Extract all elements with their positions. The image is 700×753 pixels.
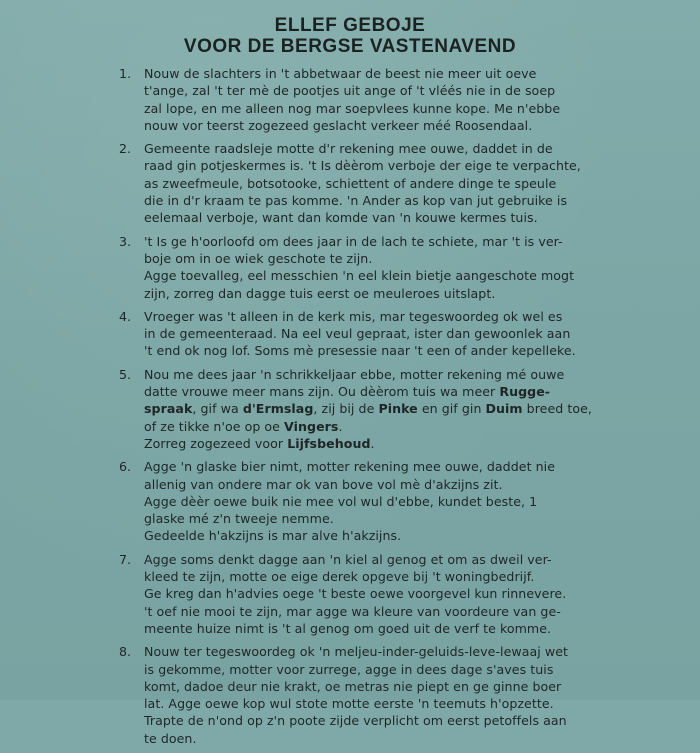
text-segment: Nou me dees jaar 'n schrikkeljaar ebbe, motter rekening mé ouwe (144, 366, 565, 382)
bold-term: Lijfsbehoud (287, 435, 371, 451)
rule-line (144, 476, 655, 493)
rule-line (144, 65, 655, 82)
bold-term: Rugge- (499, 384, 551, 400)
rule-line (144, 695, 655, 712)
rule-line (144, 250, 655, 267)
rule-line (144, 82, 655, 99)
text-segment: meente huize nimt is 't al genog om goed uit de verf te komme. (144, 620, 552, 636)
rule-line (144, 325, 655, 342)
rule-line (144, 117, 655, 134)
text-segment: allenig van ondere mar ok van bove vol mè d'akzijns zit. (144, 476, 503, 492)
text-segment: , gif wa (192, 401, 243, 417)
text-segment: is gekomme, motter voor zurrege, agge in dees dage s'aves tuis (144, 661, 554, 677)
text-segment: t'ange, zal 't ter mè de pootjes uit ange of 't vléés nie in de soep (144, 83, 556, 99)
rule-line (144, 603, 655, 620)
text-segment: 't oef nie mooi te zijn, mar agge wa kleure van voordeure van ge- (144, 603, 561, 619)
text-segment: Agge toevalleg, eel messchien 'n eel klein bietje aangeschote mogt (144, 268, 575, 284)
rule-line (144, 100, 655, 117)
rule-number: 4. (119, 308, 132, 324)
rule-line (144, 267, 655, 284)
text-segment: Agge 'n glaske bier nimt, motter rekening mee ouwe, daddet nie (144, 459, 555, 475)
rule-line (144, 527, 655, 544)
rule-item-2 (119, 140, 655, 226)
text-segment: die in d'r kraam te pas komme. 'n Ander as kop van jut gebruike is (144, 193, 568, 209)
bold-term: Pinke (378, 401, 418, 417)
rule-item-3 (119, 233, 655, 302)
text-segment: 't Is ge h'oorloofd om dees jaar in de lach te schiete, mar 't is ver- (144, 233, 563, 249)
rule-number: 8. (119, 644, 132, 660)
text-segment: in de gemeenteraad. Na eel veul gepraat, ister dan gewoonlek aan (144, 326, 571, 342)
text-segment: glaske mé z'n tweeje nemme. (144, 511, 334, 527)
rule-number: 6. (119, 459, 132, 475)
rule-line (144, 493, 655, 510)
rule-number: 7. (119, 551, 132, 567)
rule-line (144, 233, 655, 250)
rule-line (144, 400, 655, 417)
rule-line (144, 366, 655, 383)
text-segment: raad gin potjeskermes is. 't Is dèèrom verboje der eige te verpachte, (144, 158, 581, 174)
text-segment: Nouw de slachters in 't abbetwaar de beest nie meer uit oeve (144, 66, 537, 81)
rule-line (144, 643, 655, 660)
rule-line (144, 661, 655, 678)
text-segment: Ge kreg dan h'advies oege 't beste oewe voorgevel kun rinnevere. (144, 586, 567, 602)
text-segment: Agge soms denkt dagge aan 'n kiel al genog et om as dweil ver- (144, 551, 552, 567)
rule-number: 2. (119, 141, 132, 157)
text-segment: eelemaal verboje, want dan komde van 'n kouwe kermes tuis. (144, 210, 538, 226)
text-segment: 't end ok nog lof. Soms mè presessie naar 't een of ander kepelleke. (144, 343, 576, 359)
rule-line (144, 192, 655, 209)
bold-term: spraak (144, 401, 193, 417)
rule-line (144, 175, 655, 192)
rule-line (144, 285, 655, 302)
text-segment: . (370, 435, 375, 451)
document-title: ELLEF GEBOJE (274, 15, 426, 36)
text-segment: nouw vor teerst zogezeed geslacht verkeer méé Roosendaal. (144, 117, 533, 133)
rule-line (144, 342, 655, 359)
rule-line (144, 383, 655, 400)
rule-line (144, 585, 655, 602)
text-segment: Gedeelde h'akzijns is mar alve h'akzijns. (144, 528, 402, 544)
bold-term: Vingers (284, 418, 339, 434)
text-segment: te doen. (144, 730, 197, 746)
text-segment: Trapte de n'ond op z'n poote zijde verplicht om eerst petoffels aan (144, 713, 567, 729)
text-segment: Zorreg zogezeed voor (144, 435, 288, 451)
text-segment: boje om in oe wiek geschote te zijn. (144, 250, 373, 266)
text-segment: . (338, 418, 343, 434)
rule-line (144, 435, 655, 452)
text-segment: Agge dèèr oewe buik nie mee vol wul d'ebbe, kundet beste, 1 (144, 493, 538, 509)
rule-line (144, 678, 655, 695)
text-segment: breed toe, (522, 401, 592, 417)
text-segment: en gif gin (417, 401, 486, 417)
text-segment: Vroeger was 't alleen in de kerk mis, mar tegeswoordeg ok wel es (144, 308, 563, 324)
rule-line (144, 568, 655, 585)
text-segment: datte vrouwe meer mans zijn. Ou dèèrom tuis wa meer (144, 384, 500, 400)
rule-line (144, 209, 655, 226)
rule-line (144, 140, 655, 157)
text-segment: komt, dadoe deur nie krakt, oe metras nie piept en ge ginne boer (144, 678, 562, 694)
text-segment: kleed te zijn, motte oe eige derek opgeve bij 't woningbedrijf. (144, 569, 535, 585)
bold-term: d'Ermslag (242, 401, 314, 417)
rule-number: 5. (119, 366, 132, 382)
rule-item-1 (119, 65, 655, 134)
rules-list (119, 65, 655, 753)
rule-number: 3. (119, 233, 132, 249)
text-segment: Gemeente raadsleje motte d'r rekening mee ouwe, daddet in de (144, 141, 553, 157)
text-segment: as zweefmeule, botsotooke, schiettent of andere dinge te speule (144, 175, 557, 191)
text-segment: zijn, zorreg dan dagge tuis eerst oe meuleroes uitslapt. (144, 285, 496, 301)
bold-term: Duim (485, 401, 523, 417)
text-segment: Nouw ter tegeswoordeg ok 'n meljeu-inder-geluids-leve-lewaaj wet (144, 644, 569, 660)
rule-item-8 (119, 643, 655, 747)
rule-number: 1. (119, 66, 132, 81)
rule-item-4 (119, 308, 655, 360)
rule-item-7 (119, 551, 655, 637)
rule-line (144, 418, 655, 435)
rule-line (144, 157, 655, 174)
rule-line (144, 308, 655, 325)
rule-item-5 (119, 366, 655, 452)
rule-line (144, 620, 655, 637)
rule-item-6 (119, 458, 655, 544)
document-subtitle: VOOR DE BERGSE VASTENAVEND (183, 36, 517, 57)
text-segment: zal lope, en me alleen nog mar soepvlees kunne kope. Me n'ebbe (144, 100, 561, 116)
document-header (0, 15, 700, 57)
rule-line (144, 510, 655, 527)
rule-line (144, 551, 655, 568)
rule-line (144, 730, 655, 747)
text-segment: lat. Agge oewe kop wul stote motte eerste 'n teemuts h'opzette. (144, 696, 554, 712)
text-segment: , zij bij de (313, 401, 379, 417)
text-segment: of ze tikke n'oe op oe (144, 418, 285, 434)
rule-line (144, 458, 655, 475)
rule-line (144, 712, 655, 729)
